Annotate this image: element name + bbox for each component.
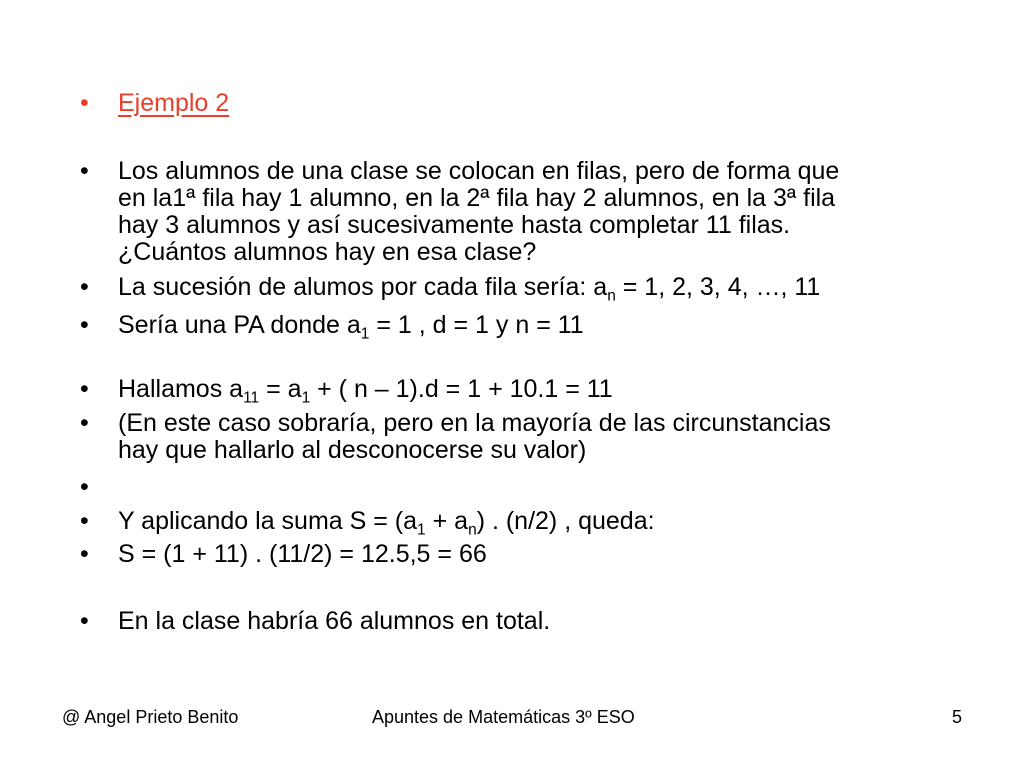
bullet-icon: • xyxy=(80,607,89,635)
slide-title[interactable]: Ejemplo 2 xyxy=(118,89,230,117)
footer-author: @ Angel Prieto Benito xyxy=(62,707,239,727)
problem-line: Los alumnos de una clase se colocan en filas, pero de forma que xyxy=(118,157,840,185)
note-line: hay que hallarlo al desconocerse su valor) xyxy=(118,436,587,464)
problem-line: en la1ª fila hay 1 alumno, en la 2ª fila hay 2 alumnos, en la 3ª fila xyxy=(118,184,836,212)
bullet-icon: • xyxy=(80,311,89,339)
bullet-icon: • xyxy=(80,375,89,403)
hallamos-text: Hallamos $a_{11} = a_1$ + ( n – 1).d = 1 + 10.1 = 11 xyxy=(118,375,613,407)
bullet-icon: • xyxy=(80,473,89,501)
page-number: 5 xyxy=(952,707,963,727)
bullet-icon: • xyxy=(80,89,89,117)
bullet-icon: • xyxy=(80,409,89,437)
conclusion-text: En la clase habría 66 alumnos en total. xyxy=(118,607,551,635)
suma-text: Y aplicando la suma $S = (a_1 + a_n)$ . (n/2) , queda: xyxy=(118,507,655,539)
problem-line: hay 3 alumnos y así sucesivamente hasta completar 11 filas. xyxy=(118,211,791,239)
bullet-icon: • xyxy=(80,540,89,568)
problem-line: ¿Cuántos alumnos hay en esa clase? xyxy=(118,238,537,266)
bullet-icon: • xyxy=(80,273,89,301)
footer-course: Apuntes de Matemáticas 3º ESO xyxy=(372,707,635,727)
calc-text: S = (1 + 11) . (11/2) = 12.5,5 = 66 xyxy=(118,540,487,568)
bullet-icon: • xyxy=(80,507,89,535)
sequence-text: La sucesión de alumos por cada fila sería: $a_n = 1$, 2, 3, 4, …, 11 xyxy=(118,273,821,305)
pa-text: Sería una PA donde $a_1 = 1$ , d = 1 y n = 11 xyxy=(118,311,584,343)
note-line: (En este caso sobraría, pero en la mayoría de las circunstancias xyxy=(118,409,831,437)
bullet-icon: • xyxy=(80,157,89,185)
